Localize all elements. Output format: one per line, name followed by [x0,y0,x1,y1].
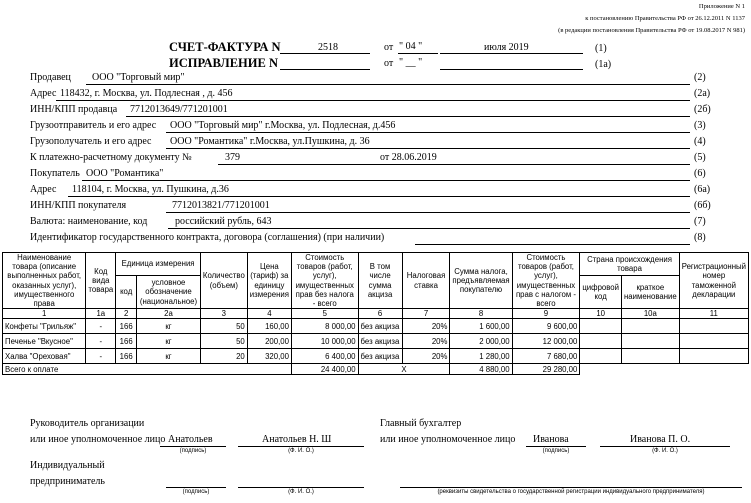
cell-kind: - [86,349,116,364]
totals-row [3,364,749,375]
col-excise: В том числе сумма акциза [358,253,402,309]
cell-qty: 20 [200,349,247,364]
col-price: Цена (тариф) за единицу измерения [247,253,291,309]
field-value: ООО "Торговый мир" [92,72,185,83]
field-label: ИНН/КПП продавца [30,104,118,115]
field-value2: от 28.06.2019 [380,152,437,163]
invoice-number: 2518 [318,42,338,53]
correction-day: " __ " [399,57,423,68]
field-label: Грузоотправитель и его адрес [30,120,157,131]
invoice-day: " 04 " [399,41,423,52]
cell-rate: 20% [402,319,450,334]
cell-excise: без акциза [358,319,402,334]
index-cell: 1 [3,309,86,319]
field-code: (5) [694,152,706,163]
field-label: Продавец [30,72,71,83]
acc-name: Иванова П. О. [630,434,691,445]
col-name: Наименование товара (описание выполненных работ, оказанных услуг), имущественного права [3,253,86,309]
index-cell: 6 [358,309,402,319]
head-label2: или иное уполномоченное лицо [30,434,166,445]
cell-unit: кг [137,319,201,334]
index-cell: 5 [291,309,358,319]
totals-tax: 4 880,00 [450,364,512,375]
cell-price: 160,00 [247,319,291,334]
col-country-group: Страна происхождения товара [580,253,679,276]
cell-tax: 1 600,00 [450,319,512,334]
cell-code: 166 [116,334,137,349]
cell-total: 7 680,00 [512,349,580,364]
field-label: К платежно-расчетному документу № [30,152,192,163]
appendix-label: Приложение N 1 [698,3,745,10]
field-value: 7712013649/771201001 [130,104,228,115]
index-cell: 2а [137,309,201,319]
field-label: Валюта: наименование, код [30,216,148,227]
cell-excise: без акциза [358,349,402,364]
col-customs: Регистрационный номер таможенной декларации [679,253,748,309]
col-rate: Налоговая ставка [402,253,450,309]
cell-price: 200,00 [247,334,291,349]
decree-label: к постановлению Правительства РФ от 26.12.2011 N 1137 [585,15,745,22]
head-name-caption: (Ф. И. О.) [288,448,314,454]
ip-sign-caption: (подпись) [182,489,210,495]
field-code: (6) [694,168,706,179]
col-unit-group: Единица измерения [116,253,201,276]
acc-label2: или иное уполномоченное лицо [380,434,516,445]
index-cell: 10 [580,309,622,319]
index-cell: 2 [116,309,137,319]
cell-name: Конфеты "Грильяж" [3,319,86,334]
cell-code: 166 [116,319,137,334]
head-label1: Руководитель организации [30,418,145,429]
ip-label2: предприниматель [30,476,105,487]
cell-excise: без акциза [358,334,402,349]
field-value: 7712013821/771201001 [172,200,270,211]
cell-unit: кг [137,334,201,349]
table-row [3,319,749,334]
field-value: 379 [225,152,240,163]
head-sign: Анатольев [168,434,213,445]
field-value: российский рубль, 643 [175,216,272,227]
correction-code: (1а) [595,59,612,70]
index-row [3,309,749,319]
totals-total: 29 280,00 [512,364,580,375]
cell-price: 320,00 [247,349,291,364]
table-row [3,349,749,364]
index-cell: 7 [402,309,450,319]
field-code: (2б) [694,104,711,115]
cell-qty: 50 [200,319,247,334]
totals-cost: 24 400,00 [291,364,358,375]
acc-sign-caption: (подпись) [542,448,570,454]
invoice-title: СЧЕТ-ФАКТУРА N [169,40,281,54]
col-tax: Сумма налога, предъявляемая покупателю [450,253,512,309]
correction-from: от [384,58,394,69]
cell-kind: - [86,334,116,349]
cell-cost: 10 000,00 [291,334,358,349]
col-unit-name: условное обозначение (национальное) [137,275,201,309]
cell-rate: 20% [402,349,450,364]
field-value: 118432, г. Москва, ул. Подлесная , д. 456 [60,88,233,99]
cell-code: 166 [116,349,137,364]
col-kind-code: Код вида товара [86,253,116,309]
invoice-code1: (1) [595,43,607,54]
field-value: 118104, г. Москва, ул. Пушкина, д.36 [72,184,229,195]
col-total: Стоимость товаров (работ, услуг), имущественных прав с налогом - всего [512,253,580,309]
cell-tax: 1 280,00 [450,349,512,364]
field-label: Покупатель [30,168,80,179]
cell-cost: 6 400,00 [291,349,358,364]
field-code: (2) [694,72,706,83]
cell-rate: 20% [402,334,450,349]
invoice-from: от [384,42,394,53]
index-cell: 1а [86,309,116,319]
cell-name: Халва "Ореховая" [3,349,86,364]
cell-total: 12 000,00 [512,334,580,349]
cell-name: Печенье "Вкусное" [3,334,86,349]
field-label: Адрес [30,184,57,195]
field-code: (8) [694,232,706,243]
index-cell: 11 [679,309,748,319]
field-code: (7) [694,216,706,227]
cell-unit: кг [137,349,201,364]
ip-label1: Индивидуальный [30,460,105,471]
field-code: (6а) [694,184,711,195]
col-qty: Количество (объем) [200,253,247,309]
invoice-month-year: июля 2019 [484,42,529,53]
col-country-name: краткое наименование [621,275,679,309]
field-code: (3) [694,120,706,131]
totals-excise: Х [358,364,450,375]
cell-qty: 50 [200,334,247,349]
col-country-code: цифровой код [580,275,622,309]
field-value: ООО "Романтика" г.Москва, ул.Пушкина, д. 36 [170,136,370,147]
ip-name-caption: (Ф. И. О.) [288,489,314,495]
table-row [3,334,749,349]
field-label: Идентификатор государственного контракта, договора (соглашения) (при наличии) [30,232,385,243]
cell-tax: 2 000,00 [450,334,512,349]
edition-label: (в редакции постановления Правительства РФ от 19.08.2017 N 981) [558,27,745,34]
head-name: Анатольев Н. Ш [262,434,332,445]
cell-cost: 8 000,00 [291,319,358,334]
field-code: (4) [694,136,706,147]
acc-sign: Иванова [533,434,569,445]
col-unit-code: код [116,275,137,309]
invoice-table [2,252,749,375]
field-label: Грузополучатель и его адрес [30,136,152,147]
index-cell: 4 [247,309,291,319]
cell-kind: - [86,319,116,334]
index-cell: 9 [512,309,580,319]
totals-label: Всего к оплате [3,364,292,375]
cell-total: 9 600,00 [512,319,580,334]
field-value: ООО "Торговый мир" г.Москва, ул. Подлесная, д.456 [170,120,396,131]
correction-title: ИСПРАВЛЕНИЕ N [169,56,278,70]
field-code: (6б) [694,200,711,211]
field-label: Адрес [30,88,57,99]
head-sign-caption: (подпись) [179,448,207,454]
field-label: ИНН/КПП покупателя [30,200,127,211]
field-value: ООО "Романтика" [86,168,164,179]
index-cell: 3 [200,309,247,319]
col-cost: Стоимость товаров (работ, услуг), имущественных прав без налога - всего [291,253,358,309]
field-code: (2а) [694,88,711,99]
ip-reg-caption: (реквизиты свидетельства о государственной регистрации индивидуального предпринимателя) [437,489,705,495]
acc-name-caption: (Ф. И. О.) [652,448,678,454]
index-cell: 8 [450,309,512,319]
acc-label1: Главный бухгалтер [380,418,462,429]
index-cell: 10а [621,309,679,319]
